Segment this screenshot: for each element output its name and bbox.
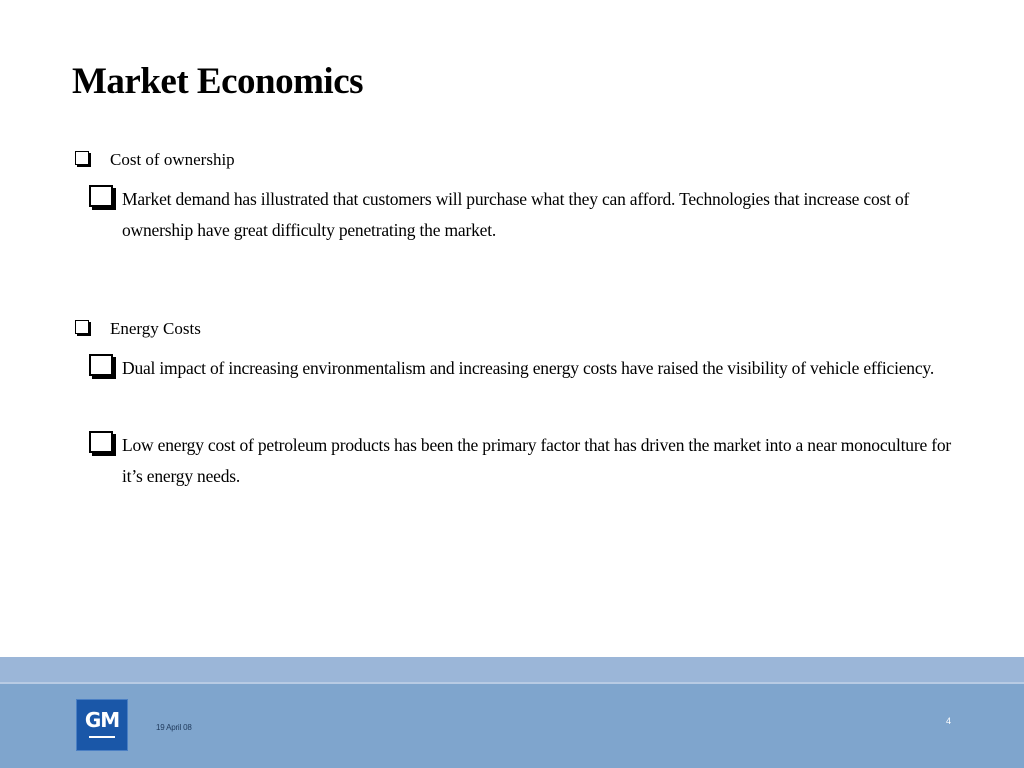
slide-title: Market Economics (72, 61, 364, 102)
gm-logo (76, 699, 128, 751)
bullet-text: Low energy cost of petroleum products has been the primary factor that has driven the market into a near monoculture for it’s energy needs. (122, 435, 951, 486)
footer (0, 684, 1024, 768)
page-number: 4 (946, 716, 952, 726)
logo-underline (89, 736, 115, 738)
bullet-level1-energy-costs (75, 319, 201, 339)
bullet-level1-cost-of-ownership (75, 150, 235, 170)
square-bullet-icon (89, 354, 113, 376)
footer-stripe (0, 657, 1024, 682)
square-bullet-icon (75, 320, 89, 334)
bullet-heading: Cost of ownership (110, 150, 235, 169)
square-bullet-icon (89, 185, 113, 207)
square-bullet-icon (89, 431, 113, 453)
logo-text: GM (84, 708, 120, 732)
square-bullet-icon (75, 151, 89, 165)
footer-date: 19 April 08 (156, 723, 192, 732)
bullet-level2-market-demand (89, 190, 969, 246)
bullet-heading: Energy Costs (110, 319, 201, 338)
bullet-text: Market demand has illustrated that customers will purchase what they can afford. Technologies that increase cost of ownership have great difficulty penetrating the market. (122, 189, 910, 240)
bullet-level2-dual-impact (89, 359, 969, 384)
bullet-text: Dual impact of increasing environmentalism and increasing energy costs have raised the visibility of vehicle efficiency. (122, 358, 935, 378)
bullet-level2-low-energy-cost (89, 436, 969, 492)
